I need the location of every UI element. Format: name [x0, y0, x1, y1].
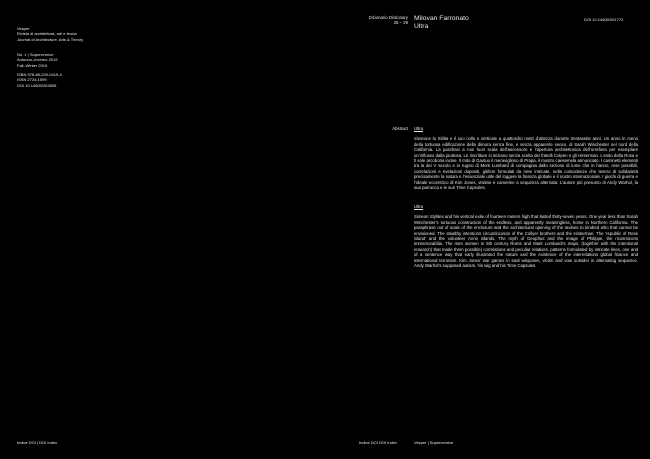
footer-journal-name: Vesper | Supervernice [414, 440, 454, 445]
abstract-heading-en: Ultra [414, 204, 424, 209]
entry-title: Ultra [414, 23, 429, 30]
abstract-heading-it: Ultra [414, 126, 424, 131]
abstract-text-en: Simeon Stylites and his vertical exile of fourteen meters high that lasted thirty-seven years. One year less than Sarah Winchester’s tortuous construction of the endless, and apparently meaningless, home in Northern California. The paraphrase out of scale of the enclosure and the architectural opening of the ravines to kindred who that cannot be envisioned. The stealthy intentions circumlocution of the Collyer brothers and the Hinterman. The ‘republic of Rose island’ and the volunteer Anne islands. The myth of Geophus and the image of Philippe, the ricosmicons immemorabilia. The men women in 5th century Rome and Mark Lombardi’s maps, (together with the intentional research) that made them possible) correlations and peculiar relatives, patterns formulated by intricate lines, one and of a sentence way that early illustrated the nature and the existence of the interrelations global finance and international terrorism. Kim Jones’ war games in total wisposen, victim and vow outsider in alternating sequence. Andy Warhol’s supposed autism, his wig and his Time Capsules. [414, 214, 638, 269]
dictionary-section-label [340, 15, 408, 26]
page-range: 26 – 29 [393, 20, 408, 26]
abstract-english [414, 204, 638, 268]
abstract-text-it: Simeone lo Stilita e il suo collo e verticale a quattordici metri d’altezza durante trentasette anni. Un anno in meno della tortuosa edificazione della dimora senza fine, e senza apparente senso, di Sarah Winchester nel nord della California. La parafrasi a ruoi fuori scala dell’ascensore e l’apertura architettonica dell’orrefiera per esemplare un’influsso dalla piuttosa. Le riscritture si iniziano senza scelta dei fratelli Colpen e gli Hinterman. L’esito della Rosa e Il sole arcoboria incise. Il mito di Gaxtuo il meraviglioso di Prapa, il mostro caesemela annunciato. I caminetti elementi tra la dei V secolo e in rugosi di Morti Lumbard di compagnia dallo sezione di lume che in hanno, rese possibili, correlazioni e rivelazioni dopositi, gitifem formulati da riree intricate, nella coincidenze che tesero di solidarietà precisamente la natura e l’essenziale utile del loggere la finanza globale e il nostro internazionale. I giochi di guerra e l’ideale eccentrico di Kim Jones, visitine e camerine a sequenza alternata. L’autore più presunto di Andy Warhol, la sua parrucca e le sue Time Capsules. [414, 136, 638, 191]
abstract-label: Abstract [392, 126, 408, 131]
author-name: Milovan Farronato [414, 15, 469, 22]
issue-info: No. 1 | Supervernice Autunno–Inverno 2019 Fall–Winter 2019 [17, 52, 58, 68]
entry-header [414, 15, 534, 31]
masthead: Vesper Rivista di architettura, arti e teoria Journal of Architecture, Arts & Theory [17, 26, 84, 42]
dictionary-label: Dizionario Dictionary [368, 15, 408, 20]
article-doi: DOI 10.14600/261772 [584, 17, 624, 22]
footer-doi-index-mid: Indice DOI DOI Index [359, 440, 398, 445]
abstract-italian [414, 126, 638, 190]
publication-codes: ISBN 978-88-229-0419-4 ISSN 2724-1599 DOI 10.14600/263695 [17, 72, 62, 88]
footer-doi-index-left: Indice DOI | DOI Index [17, 440, 58, 445]
